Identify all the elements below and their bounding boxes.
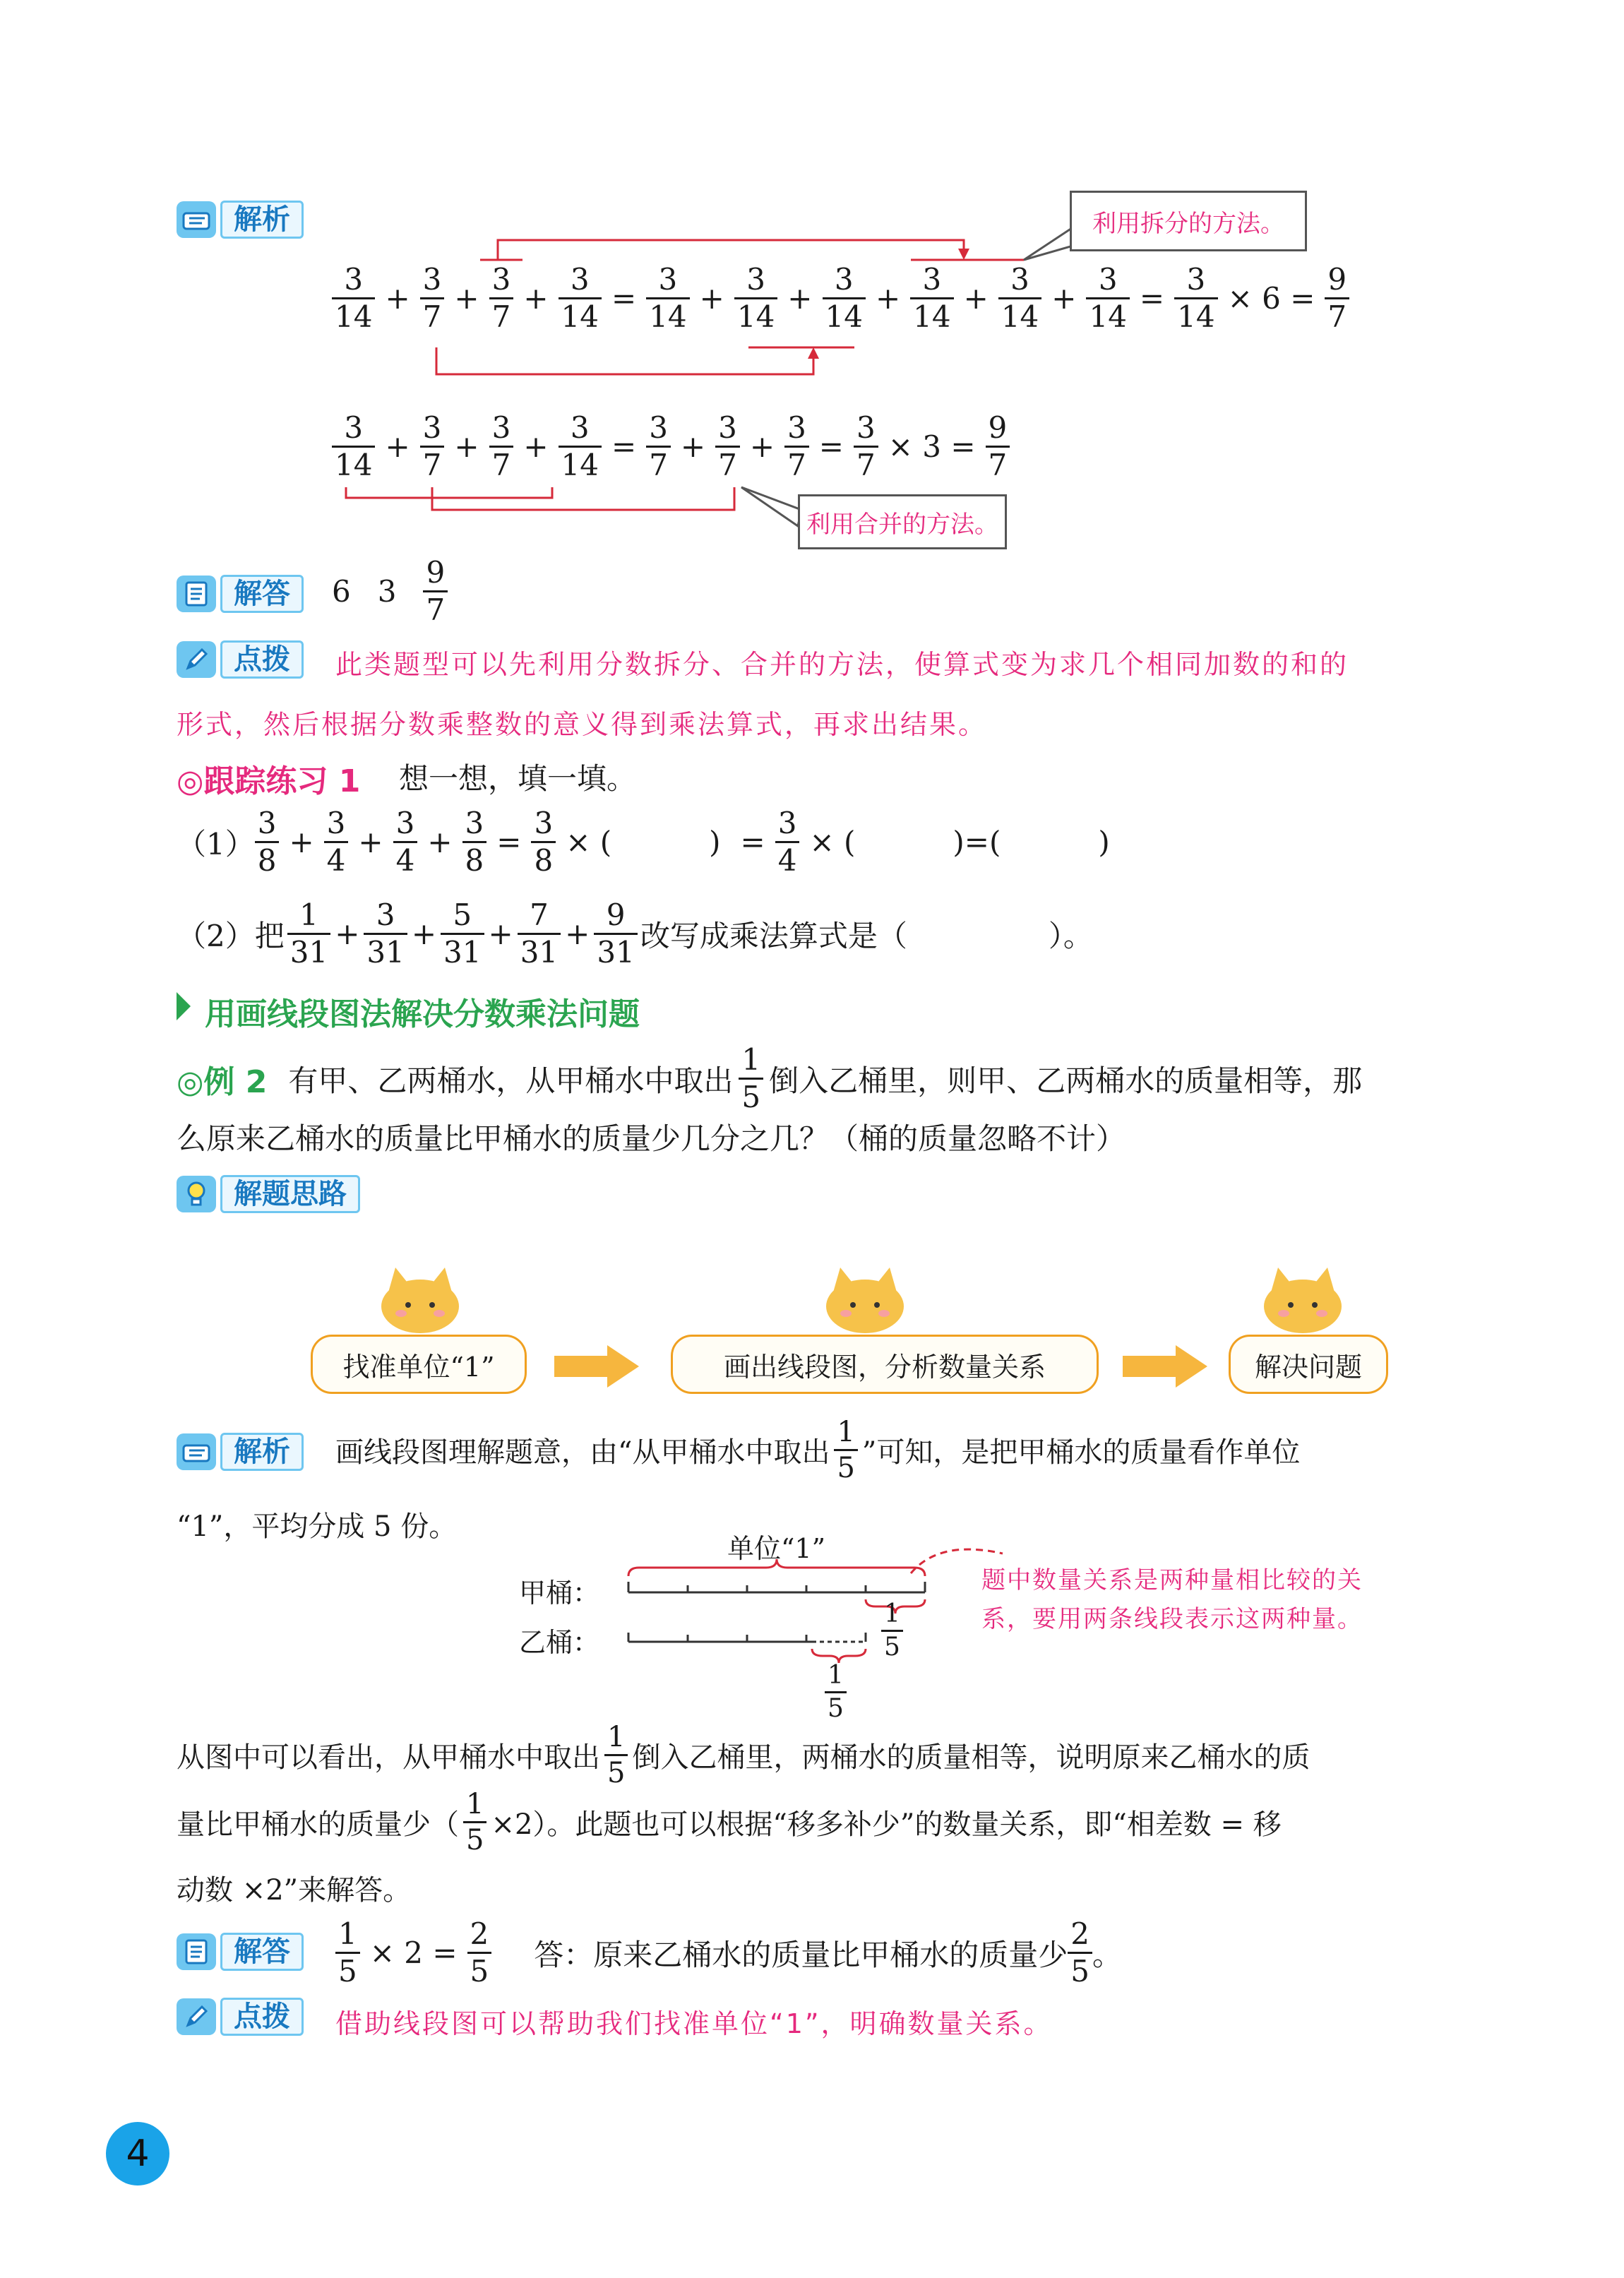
term-fraction: $\frac{3}{14}$ — [559, 265, 602, 332]
yi-fraction: $\frac{1}{5}$ — [825, 1663, 847, 1722]
term-fraction: $\frac{3}{14}$ — [646, 265, 689, 332]
analysis2-text-b: ”可知，是把甲桶水的质量看作单位 — [861, 1436, 1301, 1469]
operator: + — [875, 281, 901, 316]
term-fraction: $\frac{3}{14}$ — [998, 265, 1041, 332]
q2-term: $\frac{5}{31}$ — [441, 900, 484, 967]
operator: = — [611, 281, 637, 316]
term-fraction: $\frac{3}{14}$ — [910, 265, 953, 332]
answer2-end: 。 — [1092, 1937, 1123, 1972]
operator: + — [523, 281, 549, 316]
term-fraction: $\frac{3}{7}$ — [420, 265, 445, 332]
operator: = — [1139, 281, 1165, 316]
q2-tail: 改写成乘法算式是（ — [640, 918, 907, 953]
jia-fraction: $\frac{1}{5}$ — [881, 1602, 903, 1660]
answer2-op: × 2 = — [369, 1936, 458, 1970]
term-fraction: $\frac{3}{7}$ — [489, 413, 514, 480]
operator: + — [1051, 281, 1077, 316]
analysis-label: 解析 — [220, 201, 304, 239]
explain-line1 — [177, 1723, 1310, 1787]
operator: + — [454, 281, 479, 316]
section-heading: 用画线段图法解决分数乘法问题 — [205, 996, 640, 1032]
example2-line1 — [177, 1042, 1363, 1114]
q2-label: （2）把 — [177, 918, 285, 953]
tip-tag-2 — [177, 1998, 304, 2035]
operator: + — [963, 281, 989, 316]
result-fraction: $\frac{9}{7}$ — [986, 413, 1010, 480]
analysis-tag-2 — [177, 1433, 304, 1470]
explain-text-a: 从图中可以看出，从甲桶水中取出 — [177, 1741, 600, 1774]
operator: + — [565, 917, 590, 951]
term-fraction: $\frac{3}{14}$ — [823, 265, 866, 332]
lightbulb-icon — [177, 1176, 216, 1212]
answer-tag — [177, 576, 304, 612]
operator: × ( — [566, 825, 612, 859]
explain-line2 — [177, 1790, 1282, 1854]
operator: = — [740, 825, 765, 859]
tip1-line1: 此类题型可以先利用分数拆分、合并的方法，使算式变为求几个相同加数的和的 — [335, 649, 1349, 680]
example2-text-b: 倒入乙桶里，则甲、乙两桶水的质量相等，那 — [769, 1063, 1363, 1098]
q2-end: ）。 — [1048, 918, 1093, 953]
tip-label: 点拨 — [220, 640, 304, 679]
operator: )=( — [953, 825, 1001, 859]
explain-fraction-1: $\frac{1}{5}$ — [604, 1723, 628, 1787]
answer-label: 解答 — [220, 575, 304, 613]
practice-q2 — [177, 898, 1093, 970]
operator: = — [611, 429, 637, 464]
merge-equation — [332, 410, 1010, 482]
hand-pointer-icon — [177, 201, 216, 238]
analysis2-text-a: 画线段图理解题意，由“从甲桶水中取出 — [335, 1436, 830, 1469]
thinking-label: 解题思路 — [220, 1175, 360, 1213]
thinking-tag — [177, 1176, 360, 1212]
answer1-values — [332, 555, 448, 627]
q1-term: $\frac{3}{4}$ — [324, 809, 349, 876]
term-fraction: $\frac{3}{14}$ — [332, 413, 375, 480]
term-fraction: $\frac{3}{7}$ — [715, 413, 740, 480]
explain-text-b: 倒入乙桶里，两桶水的质量相等，说明原来乙桶水的质 — [632, 1741, 1310, 1774]
term-fraction: $\frac{3}{14}$ — [332, 265, 375, 332]
term-fraction: $\frac{3}{14}$ — [734, 265, 777, 332]
cat-icon — [374, 1264, 466, 1335]
analysis-label-2: 解析 — [220, 1433, 304, 1471]
pencil-icon — [177, 641, 216, 678]
example2-title: ◎例 2 — [177, 1063, 268, 1100]
merge-callout: 利用合并的方法。 — [798, 494, 1007, 549]
explain-text-d: ×2）。此题也可以根据“移多补少”的数量关系，即“相差数 = 移 — [491, 1808, 1282, 1841]
operator: + — [699, 281, 724, 316]
example2-line2: 么原来乙桶水的质量比甲桶水的质量少几分之几？（桶的质量忽略不计） — [177, 1121, 1126, 1156]
diagram-note-2: 系，要用两条线段表示这两种量。 — [981, 1605, 1363, 1633]
answer2-fraction-3: $\frac{2}{5}$ — [1068, 1919, 1092, 1986]
answer-tag-2 — [177, 1933, 304, 1970]
example2-fraction: $\frac{1}{5}$ — [739, 1045, 763, 1112]
cat-icon — [1257, 1264, 1349, 1335]
split-equation — [332, 262, 1349, 334]
page-number: 4 — [106, 2122, 169, 2185]
operator: + — [454, 429, 479, 464]
q2-term: $\frac{1}{31}$ — [287, 900, 330, 967]
term-fraction: $\frac{3}{14}$ — [1174, 265, 1217, 332]
analysis2-fraction: $\frac{1}{5}$ — [834, 1418, 857, 1482]
q2-term: $\frac{3}{31}$ — [364, 900, 407, 967]
operator: + — [289, 825, 314, 859]
tip-tag — [177, 641, 304, 678]
yi-label: 乙桶： — [519, 1627, 600, 1658]
practice-title: ◎跟踪练习 1 — [177, 763, 361, 799]
operator: + — [427, 825, 453, 859]
explain-fraction-2: $\frac{1}{5}$ — [463, 1790, 486, 1854]
operator: + — [411, 917, 437, 951]
answer-value-a: 6 — [332, 574, 351, 609]
cat-icon — [819, 1264, 911, 1335]
practice-prompt: 想一想，填一填。 — [399, 761, 637, 796]
operator: + — [749, 429, 775, 464]
unit-label: 单位“1” — [727, 1533, 826, 1564]
q2-term: $\frac{7}{31}$ — [518, 900, 561, 967]
q2-term: $\frac{9}{31}$ — [594, 900, 637, 967]
tip2-text: 借助线段图可以帮助我们找准单位“1”，明确数量关系。 — [335, 2008, 1053, 2039]
q1-mid-fraction-2: $\frac{3}{4}$ — [775, 809, 800, 876]
example2-text-a: 有甲、乙两桶水，从甲桶水中取出 — [288, 1063, 734, 1098]
operator: + — [680, 429, 706, 464]
answer-label-2: 解答 — [220, 1933, 304, 1971]
explain-text-c: 量比甲桶水的质量少（ — [177, 1808, 459, 1841]
q1-term: $\frac{3}{8}$ — [255, 809, 280, 876]
term-fraction: $\frac{3}{14}$ — [1086, 265, 1129, 332]
tip1-line2: 形式，然后根据分数乘整数的意义得到乘法算式，再求出结果。 — [177, 709, 988, 740]
jia-label: 甲桶： — [519, 1578, 600, 1609]
operator: × ( — [809, 825, 856, 859]
analysis2-line1 — [335, 1418, 1300, 1482]
notepad-icon — [177, 576, 216, 612]
tip-label-2: 点拨 — [220, 1998, 304, 2036]
practice-q1 — [177, 806, 1120, 878]
pencil-icon — [177, 1998, 216, 2035]
operator: = — [818, 429, 844, 464]
explain-line3: 动数 ×2”来解答。 — [177, 1874, 412, 1907]
operator: × 3 = — [888, 429, 976, 464]
term-fraction: $\frac{3}{7}$ — [420, 413, 445, 480]
analysis2-line2: “1”，平均分成 5 份。 — [177, 1510, 458, 1543]
operator: = — [496, 825, 522, 859]
answer2-text: 答：原来乙桶水的质量比甲桶水的质量少 — [534, 1937, 1068, 1972]
operator: ) — [709, 825, 721, 859]
notepad-icon — [177, 1933, 216, 1970]
operator: ) — [1098, 825, 1110, 859]
result-fraction: $\frac{9}{7}$ — [1325, 265, 1349, 332]
q1-term: $\frac{3}{4}$ — [393, 809, 418, 876]
term-fraction: $\frac{3}{7}$ — [854, 413, 878, 480]
analysis-tag — [177, 201, 304, 238]
operator: + — [385, 281, 410, 316]
flow-step-2: 画出线段图，分析数量关系 — [671, 1335, 1099, 1394]
operator: × 6 = — [1227, 281, 1315, 316]
hand-pointer-icon — [177, 1433, 216, 1470]
answer2-fraction-1: $\frac{1}{5}$ — [335, 1919, 360, 1986]
q1-mid-fraction: $\frac{3}{8}$ — [531, 809, 556, 876]
term-fraction: $\frac{3}{14}$ — [559, 413, 602, 480]
operator: + — [358, 825, 383, 859]
split-callout: 利用拆分的方法。 — [1070, 191, 1307, 251]
flow-step-3: 解决问题 — [1229, 1335, 1388, 1394]
answer-value-b: 3 — [377, 574, 397, 609]
q1-term: $\frac{3}{8}$ — [462, 809, 487, 876]
term-fraction: $\frac{3}{7}$ — [489, 265, 514, 332]
answer2-line — [335, 1916, 1123, 1988]
operator: + — [488, 917, 513, 951]
operator: + — [523, 429, 549, 464]
answer-fraction: $\frac{9}{7}$ — [423, 558, 448, 625]
term-fraction: $\frac{3}{7}$ — [784, 413, 809, 480]
answer2-fraction-2: $\frac{2}{5}$ — [467, 1919, 492, 1986]
operator: + — [385, 429, 410, 464]
diagram-note-1: 题中数量关系是两种量相比较的关 — [981, 1566, 1363, 1594]
flow-step-1: 找准单位“1” — [311, 1335, 527, 1394]
term-fraction: $\frac{3}{7}$ — [646, 413, 671, 480]
q1-label: （1） — [177, 826, 255, 861]
operator: + — [335, 917, 360, 951]
operator: + — [787, 281, 813, 316]
